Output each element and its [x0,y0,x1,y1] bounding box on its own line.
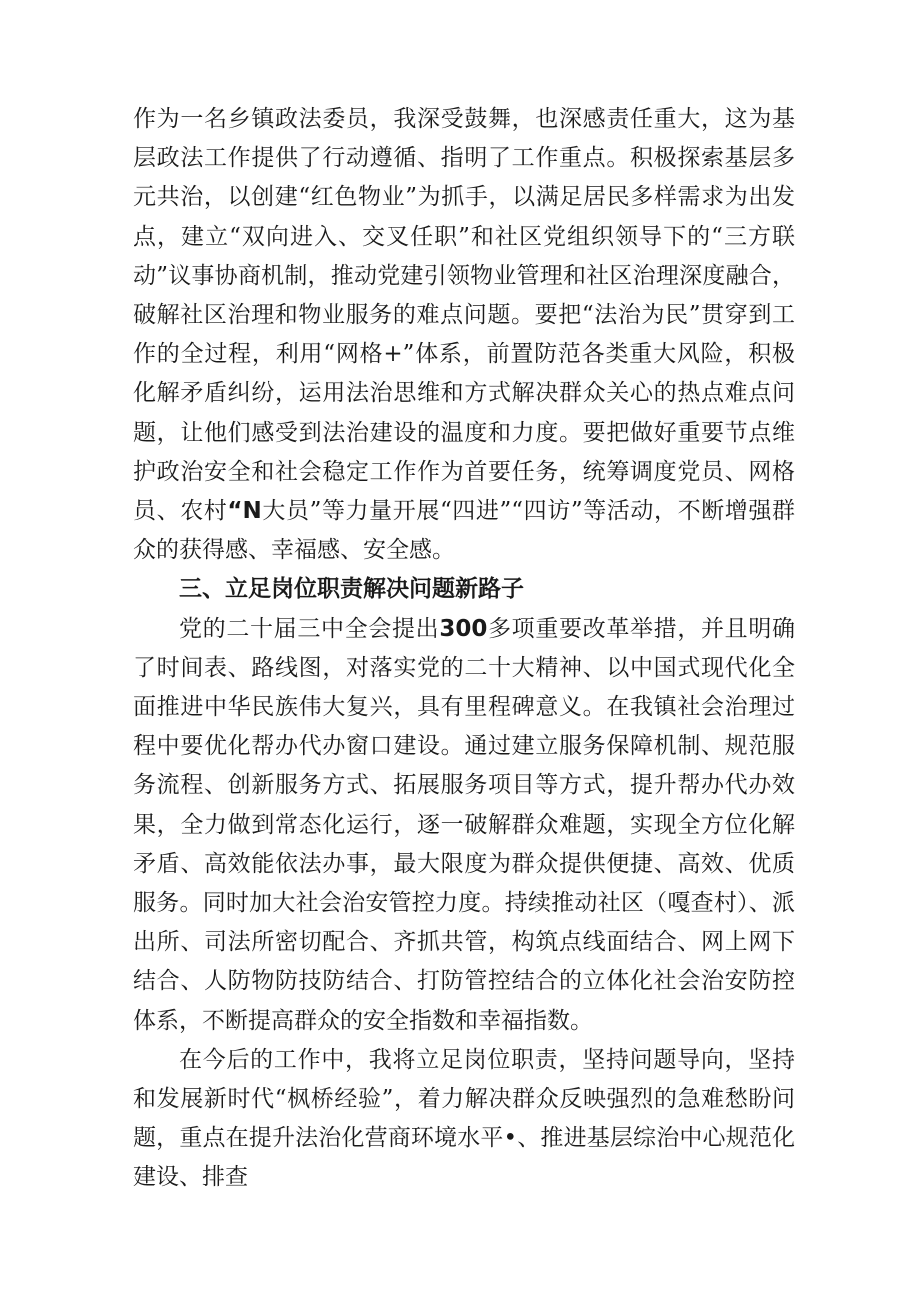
paragraph-body-1 [133,100,795,570]
document-page [133,100,795,1198]
section-heading-3: 三、立足岗位职责解决问题新路子 [179,576,524,603]
paragraph-body-2 [133,610,795,1041]
paragraph-body-3: 在今后的工作中，我将立足岗位职责，坚持问题导向，坚持和发展新时代“枫桥经验”，着力解决群众反映强烈的急难愁盼问题，重点在提升法治化营商环境水平•、推进基层综治中心规范化建设、排查 [133,1046,795,1191]
paragraph-2-bold-number: 300 [439,615,488,642]
paragraph-1-text-a: 作为一名乡镇政法委员，我深受鼓舞，也深感责任重大，这为基层政法工作提供了行动遵循、指明了工作重点。积极探索基层多元共治，以创建“红色物业”为抓手，以满足居民多样需求为出发点，建立“双向进入、交叉任职”和社区党组织领导下的“三方联动”议事协商机制，推动党建引领物业管理和社区治理深度融合，破解社区治理和物业服务的难点问题。要把“法治为民”贯穿到工作的全过程，利用“网格+”体系，前置防范各类重大风险，积极化解矛盾纠纷，运用法治思维和方式解决群众关心的热点难点问题，让他们感受到法治建设的温度和力度。要把做好重要节点维护政治安全和社会稳定工作作为首要任务，统筹调度党员、网格员、农村 [133,106,795,525]
paragraph-2-text-c: 多项重要改革举措，并且明确了时间表、路线图，对落实党的二十大精神、以中国式现代化全面推进中华民族伟大复兴，具有里程碑意义。在我镇社会治理过程中要优化帮办代办窗口建设。通过建立服务保障机制、规范服务流程、创新服务方式、拓展服务项目等方式，提升帮办代办效果，全力做到常态化运行，逐一破解群众难题，实现全方位化解矛盾、高效能依法办事，最大限度为群众提供便捷、高效、优质服务。同时加大社会治安管控力度。持续推动社区（嘎查村）、派出所、司法所密切配合、齐抓共管，构筑点线面结合、网上网下结合、人防物防技防结合、打防管控结合的立体化社会治安防控体系，不断提高群众的安全指数和幸福指数。 [133,615,796,1034]
paragraph-1-text-c: 大员”等力量开展“四进”“四访”等活动，不断增强群众的获得感、幸福感、安全感。 [133,498,795,564]
paragraph-1-bold-n: “N [227,498,262,525]
paragraph-2-text-a: 党的二十届三中全会提出 [179,615,440,642]
